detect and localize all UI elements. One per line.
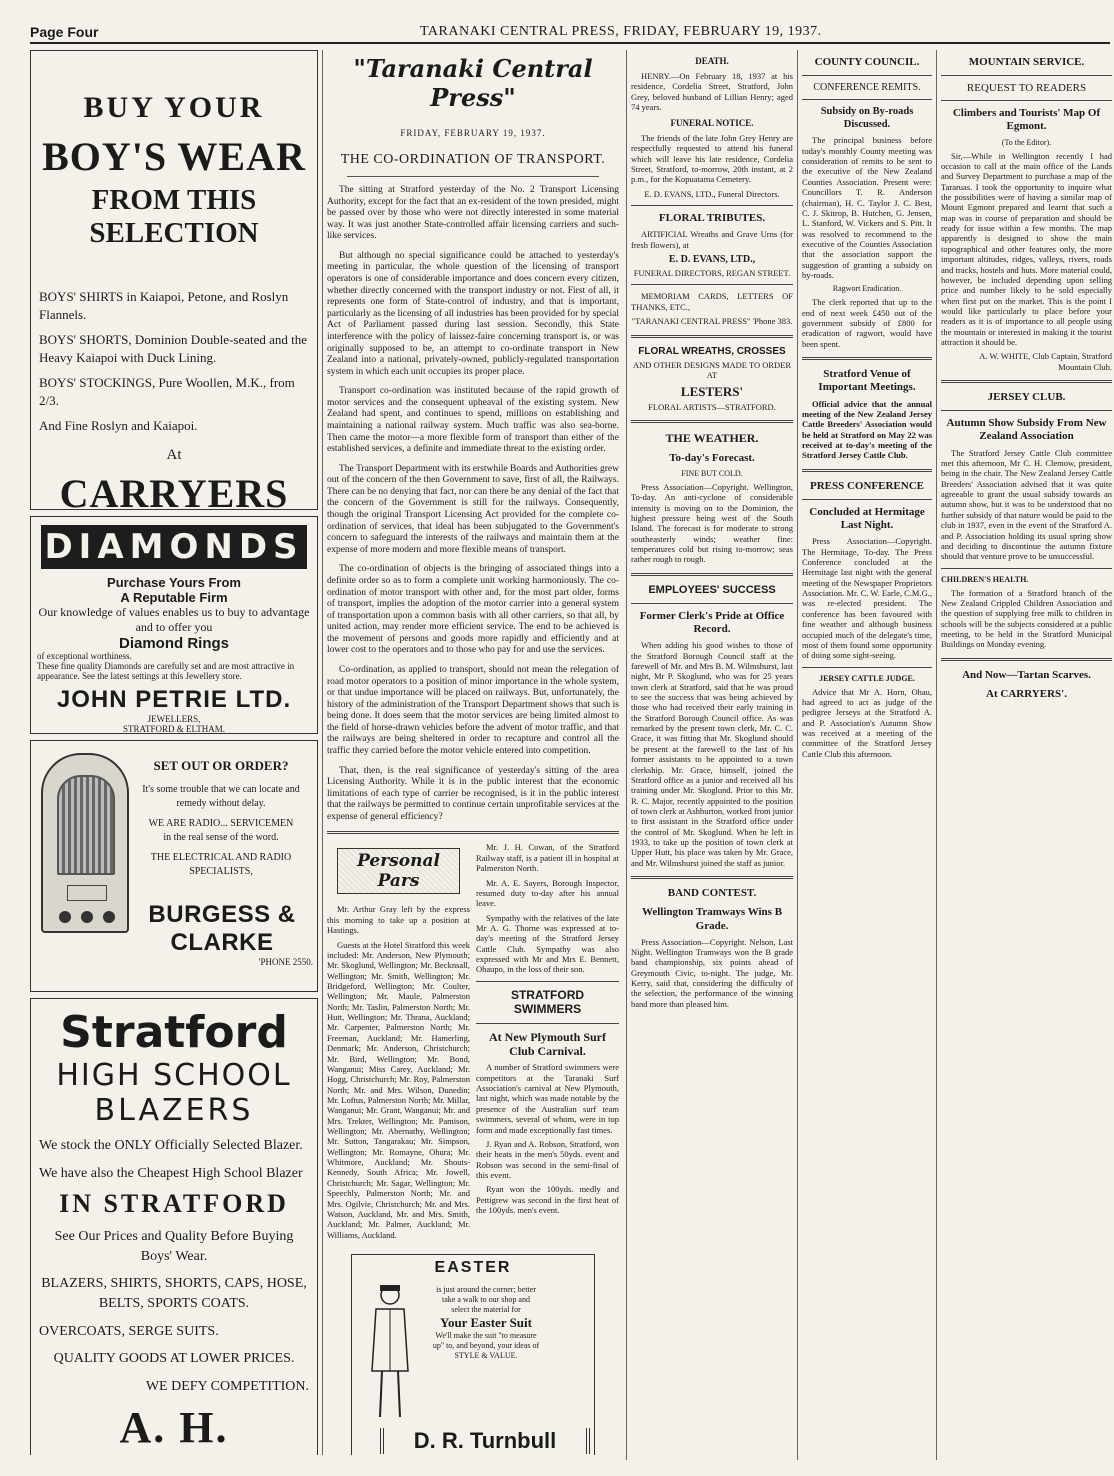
ad-heading: BOY'S WEAR [42, 134, 306, 179]
firm-name: LESTERS' [680, 384, 744, 400]
article-headline: EMPLOYEES' SUCCESS [648, 583, 776, 596]
notices-column [626, 50, 793, 1460]
paragraph: FUNERAL DIRECTORS, REGAN STREET. [633, 268, 791, 279]
article-subhead: Climbers and Tourists' Map Of Egmont. [952, 107, 1101, 133]
paragraph: The Stratford Jersey Cattle Club committee met this afternoon, Mr C. H. Clemow, president, being in the chair. The New Zealand Jersey Cattle Breeders' Association advised that it was quite agreeable to grant the usual subsidy towards an autumn show, but it was to be understood that no further subsidy of that nature would be paid to the club in 1937, even in the event of the Stratford A. and P. Association holding its usual spring show and deciding to discontinue the autumn fixture should that venture prove to be unsuccessful. [941, 447, 1112, 562]
boys-wear-advert [30, 50, 318, 510]
ad-line: Purchase Yours From [107, 575, 241, 590]
editorial-headline: THE CO-ORDINATION OF TRANSPORT. [340, 152, 606, 167]
paragraph: ARTIFICIAL Wreaths and Grave Urns (for fresh flowers), at [631, 229, 793, 250]
article-subhead: Concluded at Hermitage Last Night. [809, 505, 925, 532]
ad-line: OVERCOATS, SERGE SUITS. [39, 1323, 219, 1339]
ad-phone: 'PHONE 2550. [258, 957, 313, 967]
easter-advert [351, 1254, 595, 1455]
masthead [30, 22, 1110, 44]
article-headline: And Now—Tartan Scarves. [962, 668, 1091, 681]
paragraph: Transport co-ordination was instituted because of the rapid growth of motor services and the consequent upheaval of the existing system. New Zealand had spent, and continues to spend, millions on establishing and maintaining a national railway system. Much traffic was also sea-borne. Then came the motor—a more flexible form of transport than either of the established services, a definite and immediate threat to the existing order. [327, 386, 619, 455]
paragraph: The Transport Department with its erstwhile Boards and Authorities grew out of the concern of the then Government to save, first of all, the Railways. There can be no denying that fact, nor can there be any denial of the fact that the concern of the Government is still for the railways. Consequently, though the original Transport Licensing Act provided for the complete co-ordination of services, that ideal has been subjugated to the Government's concern to safeguard the interests of the railways and maintain them at the expense of more modern and more flexible means of transport. [327, 463, 619, 555]
diamonds-advert [30, 516, 318, 734]
paragraph: Mr. J. H. Cowan, of the Stratford Railway staff, is a patient ill in hospital at Palmerston North. [476, 842, 619, 874]
ad-heading: BUY YOUR [83, 91, 265, 124]
notice-heading: FUNERAL NOTICE. [670, 118, 754, 129]
paragraph: FLORAL ARTISTS—STRATFORD. [648, 401, 776, 412]
ad-heading: EASTER [434, 1258, 512, 1276]
page-label: Page Four [30, 24, 99, 40]
article-subhead: REQUEST TO READERS [966, 82, 1087, 95]
paragraph: Press Association—Copyright. Wellington, To-day. An anti-cyclone of considerable intensity is moving on to the Dominion, the highest pressure being west of the South Island. The forecast is for moderate to strong southeasterly winds; weather fine: temperatures cold but rising to-morrow; seas rather rough to rough. [631, 481, 793, 565]
editorial-column [322, 50, 619, 1455]
paragraph: Press Association—Copyright. The Hermitage, To-day. The Press Conference concluded at the Hermitage last night with the general meeting of the Newspaper Proprietors Association. Mr. C. W. Earle, C.M.G., was re-elected president. The conference has been favoured with fine weather and although business occupied much of the delegate's time, most of them found some opportunity of doing some sight-seeing. [802, 536, 932, 661]
ad-line: BOYS' STOCKINGS, Pure Woollen, M.K., from 2/3. [39, 375, 295, 408]
radio-ad-text [131, 757, 311, 879]
personal-pars-banner: Personal Pars [337, 848, 460, 894]
ad-heading: FROM THIS SELECTION [89, 184, 259, 249]
personal-pars-right [476, 842, 619, 1244]
personal-pars [327, 842, 470, 1244]
ad-line: At [166, 446, 182, 463]
paragraph: MEMORIAM CARDS, LETTERS OF THANKS, ETC., [631, 291, 793, 312]
article-subhead: FINE BUT COLD. [681, 468, 743, 478]
ad-line: We have also the Cheapest High School Blazer [39, 1165, 303, 1181]
notice-heading: DEATH. [695, 56, 729, 66]
ad-line: STRATFORD & ELTHAM. [123, 723, 225, 734]
article-subhead: Wellington Tramways Wins B Grade. [641, 906, 783, 932]
dateline: FRIDAY, FEBRUARY 19, 1937. [400, 128, 546, 138]
ad-line: QUALITY GOODS AT LOWER PRICES. [53, 1351, 295, 1367]
paragraph: Press Association—Copyright. Nelson, Last Night. Wellington Tramways won the B grade band championship, six points ahead of Greymouth Civic, to-night. The judge, Mr. Kerry, said that, considering the difficulty of the selection, the performance of the winning band more than pleased him. [631, 936, 793, 1009]
paragraph: The clerk reported that up to the end of next week £450 out of the government subsidy of £800 for eradication of ragwort, would have been spent. [802, 297, 932, 349]
article-subhead: CHILDREN'S HEALTH. [941, 574, 1029, 584]
paragraph: Advice that Mr A. Horn, Ohau, had agreed to act as judge of the pedigree Jerseys at the Stratford A. and P. Association's Autumn Show was received at a meeting of the committee of the Stratford Jersey Cattle Club this afternoon. [802, 686, 932, 759]
ad-heading: Stratford [60, 1007, 288, 1058]
firm-name: D. R. Turnbull [380, 1428, 590, 1454]
paragraph: The principal business before today's monthly County meeting was consideration of remits to be sent to the executive of the New Zealand Counties Association. Present were: Councillors T. R. Anderson (chairman), H. C. Taylor J. C. Best, C. J. Skitrop, B. Hutchen, G. Jensen, L. Stanford, W. Vickers and S. Pitt. It was resolved to recommend to the executive of the Counties Association that the association support the suggestion of granting a subsidy on by-roads. [802, 135, 932, 281]
article-headline: COUNTY COUNCIL. [814, 56, 920, 68]
article-subhead: Autumn Show Subsidy From New Zealand Association [946, 417, 1107, 443]
diamonds-banner: DIAMONDS [41, 525, 307, 569]
firm-name: JOHN PETRIE LTD. [56, 685, 292, 713]
firm-name: BURGESS & CLARKE [148, 901, 296, 956]
firm-name: A. H. [119, 1403, 229, 1453]
masthead-title: TARANAKI CENTRAL PRESS, FRIDAY, FEBRUARY 19, 1937. [420, 24, 822, 39]
ad-line: See Our Prices and Quality Before Buying Boys' Wear. [54, 1229, 294, 1264]
paragraph: The sitting at Stratford yesterday of the No. 2 Transport Licensing Authority, except for the fact that an ex-resident of the town presided, might be passed over by those who were not directly interested in some material way. It was just another State-controlled affair licensing carriers and such-like services. [327, 185, 619, 242]
paragraph: The co-ordination of objects is the bringing of associated things into a definite order so as to form a complete unit working harmoniously. The co-ordination of motor transport with other and, for the most part older, forms of transport, implies the adoption of the motor carrier into a general system of transportation upon a common basis with all other carriers, so that all, by united action, may render more efficient service. The end to be achieved is the movement of persons and goods more rapidly and efficiently and at lower cost to the operators and to those who pay for and use the services. [327, 564, 619, 656]
paper-title: "Taranaki Central Press" [353, 54, 593, 112]
article-subhead: (To the Editor). [1001, 137, 1052, 147]
notice-heading: FLORAL TRIBUTES. [658, 212, 766, 225]
blazers-advert [30, 998, 318, 1455]
ad-line: BLAZERS, SHIRTS, SHORTS, CAPS, HOSE, BELTS, SPORTS COATS. [41, 1276, 307, 1311]
ad-line: Diamond Rings [118, 635, 229, 652]
article-headline: Stratford Venue of Important Meetings. [818, 368, 916, 394]
ad-line: Your Easter Suit [440, 1314, 532, 1330]
ad-line: JEWELLERS, [147, 713, 201, 724]
paragraph: A number of Stratford swimmers were competitors at the Taranaki Surf Association's carnival at New Plymouth, last night, which was made notable by the presence of the Australian surf team swimmers, several of whom, were in top form and made exceptionally fast times. [476, 1062, 619, 1135]
ad-line: WE ARE RADIO... SERVICEMEN [148, 818, 294, 830]
ad-line: A Reputable Firm [120, 590, 228, 605]
article-subhead: At New Plymouth Surf Club Carnival. [489, 1029, 606, 1058]
article-headline: PRESS CONFERENCE [810, 479, 924, 492]
article-headline: MOUNTAIN SERVICE. [968, 56, 1085, 68]
easter-text [432, 1285, 540, 1361]
paragraph: Sympathy with the relatives of the late Mr A. G. Thorne was expressed at to-day's meeting of the Stratford Jersey Cattle Club. Sympathy was also expressed with Mr and Mrs E. Bennett, Ohaupo, in the loss of their son. [476, 912, 619, 975]
paragraph: The formation of a Stratford branch of the New Zealand Crippled Children Association and the question of supplying free milk to children in schools will be the subjects considered at a public meeting, to be held in the Stratford Municipal Buildings on Monday evening. [941, 587, 1112, 650]
paragraph: Official advice that the annual meeting of the New Zealand Jersey Cattle Breeders' Association would be held at Stratford on May 22 was received at to-day's meeting of the Stratford Jersey Cattle Club. [802, 398, 932, 461]
paragraph: "TARANAKI CENTRAL PRESS" 'Phone 383. [631, 316, 793, 327]
article-subhead: To-day's Forecast. [669, 451, 755, 464]
paragraph: J. Ryan and A. Robson, Stratford, won their heats in the men's 50yds. event and Robson was second in the semi-final of this event. [476, 1138, 619, 1180]
paragraph: The friends of the late John Grey Henry are respectfully requested to attend his funeral which will leave his late residence, Cordelia Street, Stratford, to-morrow, 20th instant, at 2 p.m., for the Kopuatama Cemetery. [631, 133, 793, 185]
paragraph: Mr. Arthur Gray left by the express this morning to take up a position at Hastings. [327, 904, 470, 936]
paragraph: Mr. A. E. Sayers, Borough Inspector, resumed duty to-day after his annual leave. [476, 877, 619, 909]
ad-line: WE DEFY COMPETITION. [145, 1378, 309, 1394]
paragraph: AND OTHER DESIGNS MADE TO ORDER AT [632, 359, 792, 380]
mountain-column [936, 50, 1112, 1460]
ad-line: of exceptional worthiness. [37, 651, 132, 661]
paragraph: Sir,—While in Wellington recently I had occasion to call at the main office of the Lands and Survey Department to purchase a map of the Tararuas. I took the opportunity to inquire what the possibilities were of having a similar map of Mount Egmont prepared and learnt that such a map was in course of preparation and should be ready for issue within a few months. The map apparently is designed to show the main topographical and other features only, the more important altitudes, ridges, valleys, rivers, roads and tracks, hostels and huts. More material could, however, be included depending upon selling price and number likely to be sold especially when first put on the market. This is the point I would like particularly to place before your readers as it is of importance to all people using the mountain or interested in making it the tourist attraction it should be. [941, 150, 1112, 348]
ad-line: We stock the ONLY Officially Selected Blazer. [39, 1138, 303, 1153]
radio-illustration [41, 753, 129, 933]
article-subhead: Subsidy on By-roads Discussed. [820, 106, 914, 130]
article-headline: BAND CONTEST. [667, 887, 757, 900]
ad-heading: BLAZERS [94, 1093, 254, 1128]
ad-line: in the real sense of the word. [163, 832, 279, 844]
notice-heading: FLORAL WREATHS, CROSSES [638, 345, 786, 357]
article-headline: JERSEY CLUB. [987, 391, 1066, 404]
radio-advert [30, 740, 318, 992]
article-subhead: Former Clerk's Pride at Office Record. [639, 609, 785, 636]
ad-heading: HIGH SCHOOL [56, 1058, 292, 1093]
ad-line: Our knowledge of values enables us to buy to advantage and to offer you [38, 605, 310, 634]
article-headline: STRATFORD SWIMMERS [510, 987, 585, 1017]
advert-column [30, 50, 318, 1455]
paragraph: Co-ordination, as applied to transport, should not mean the relegation of road motor operators to a position of minor importance in the whole system, or that undue importance will be placed on railways. But, unfortunately, the history of the administration of the Transport Department shows that such is being done. It does seem that the motor services are being limited almost to the field of horse-drawn vehicles before the advent of motor traffic, and that the railways are being sheltered in order to recapture and control all the traffic they carried before the motor vehicle entered into competition. [327, 664, 619, 757]
paragraph: Guests at the Hotel Stratford this week included: Mr. Anderson, New Plymouth; Mr. Skoglund, Wellington; Mr. Becknsall, Wellington; Mr. Smith, Wellington; Mr. Bridgeford, Wellington; Mr. Coulter, Wellington; Mr. Maule, Palmerston North; Mr. Taslin, Palmerston North; Mr. Hutt, Wellington; Mr. Thrana, Auckland; Mr. Carpenter, Palmerston North; Mr. Freeman, Auckland; Mr. Hamerling, Denmark; Mr. Anderson, Christchurch; Mr. Bird, Wellington; Mr. Bond, Wanganui; Miss Carey, Auckland; Mr. Hogg, Christchurch; Mr. Roy, Palmerston North; Mr. and Mrs. Wilson, Dunedin; Mr. Loftus, Palmerston North; Mr. Millar, Wanganui; Mr. Grant, Wanganui; Mr. and Mrs. Trekter, Wellington; Mr. Pamison, Wellington; Mr. Abernathy, Wellington; Mr. Sutton, Tangarakau; Mr. Simpson, Wellington; Mr. Romayne, Ohura; Mr. Whitmore, Auckland; Mr. Shouts-Kennedy, South Africa; Mr. Jowell, Christchurch; Mr. Sagar, Wellington; Mr. Speechly, Palmerston North; Mr. and Mrs. Ogilvie, Christchurch; Mr. and Mrs. Watson, Auckland, Mr. and Mrs. Smith, Auckland; Mr. Palmer, Auckland; Mr. Williams, Auckland. [327, 939, 470, 1240]
ad-line: BOYS' SHORTS, Dominion Double-seated and the Heavy Kaiapoi with Duck Lining. [39, 332, 308, 365]
paragraph: HENRY.—On February 18, 1937 at his residence, Cordelia Street, Stratford, John Grey, beloved husband of Lillian Henry; aged 74 years. [631, 70, 793, 112]
paragraph: When adding his good wishes to those of the Stratford Borough Council staff at the farewell of Mr. and Mrs B. M. Wilmshurst, last night, Mr P. Skoglund, who was for 25 years town clerk at Stratford, said that he was proud to see the success that was being achieved by those who had received their early training in the Stratford Borough Council office. As was remarked by the present town clerk, Mr. C. C. Grace, it was fitting that Mr. Skoglund should be present at the farewell to the last of his former assistants to be appointed to a town clerkship. Mr. Grace, himself, joined the Stratford office as a junior and received all his training under Mr. Skoglund. Prior to this Mr. R. C. Major, recently appointed to the position of town clerk at Ashburton, worked from junior to first assistant in the Stratford office under the control of Mr. Skoglund. When he left in 1933, to take up the position of town clerk at Upper Hutt, his place was taken by Mr. Grace, and Mr. Wilmshurst joined the staff as junior. [631, 640, 793, 868]
firm-name: E. D. EVANS, LTD., [668, 254, 756, 266]
article-subhead: CONFERENCE REMITS. [813, 82, 921, 94]
ad-line: And Fine Roslyn and Kaiapoi. [39, 418, 198, 434]
ad-line: It's some trouble that we can locate and remedy without delay. [142, 784, 300, 810]
gentleman-figure-icon [360, 1281, 420, 1421]
signature: E. D. EVANS, LTD., Funeral Directors. [644, 188, 780, 199]
store-name: CARRYERS [59, 470, 289, 510]
paragraph: Ryan won the 100yds. medly and Pettigrew was second in the first heat of the 100yds. men's event. [476, 1184, 619, 1216]
paragraph: But although no special significance could be attached to yesterday's meeting in particular, the whole question of the licensing of transport operators is one of considerable importance and does concern every citizen, whether directly concerned with the transport industry or not. First of all, it represents one form of State-control of industry, and that is important, particularly as the licensing of all industries has been provided for by special Act of Parliament passed during last session. Secondly, this State interference with the policy of laissez-faire concerning transport is, or was originally supposed to be, an attempt to co-ordinate transport in New Zealand into a national, privately-owned, publicly-regulated transportation system in which each unit occupies its proper place. [327, 250, 619, 377]
article-headline: THE WEATHER. [665, 431, 759, 446]
ad-line: is just around the corner; better take a walk to our shop and select the material for [436, 1284, 536, 1314]
ad-line: We'll make the suit "to measure up" to, and beyond, your ideas of STYLE & VALUE. [432, 1331, 540, 1361]
county-column [797, 50, 932, 1460]
article-subhead: JERSEY CATTLE JUDGE. [819, 673, 915, 683]
ad-line: BOYS' SHIRTS in Kaiapoi, Petone, and Roslyn Flannels. [39, 289, 289, 322]
ad-line: SET OUT OR ORDER? [153, 758, 289, 773]
paragraph: That, then, is the real significance of yesterday's sitting of the area Licensing Authority. While it is in the public interest that the economic limitations of each type of carrier be recognised, is it in the public interest that the railways be permitted to continue certain unprofitable services at the expense of general efficiency? [327, 765, 619, 822]
signature: A. W. WHITE, Club Captain, Stratford Mountain Club. [979, 351, 1112, 372]
article-subhead: At CARRYERS'. [986, 687, 1067, 700]
ad-heading: IN STRATFORD [59, 1189, 289, 1219]
ad-line: These fine quality Diamonds are carefully set and are most attractive in appearance. See the latest settings at this Jewellery store. [37, 660, 295, 681]
article-subhead: Ragwort Eradication. [832, 284, 902, 294]
ad-line: THE ELECTRICAL AND RADIO SPECIALISTS, [150, 852, 292, 878]
